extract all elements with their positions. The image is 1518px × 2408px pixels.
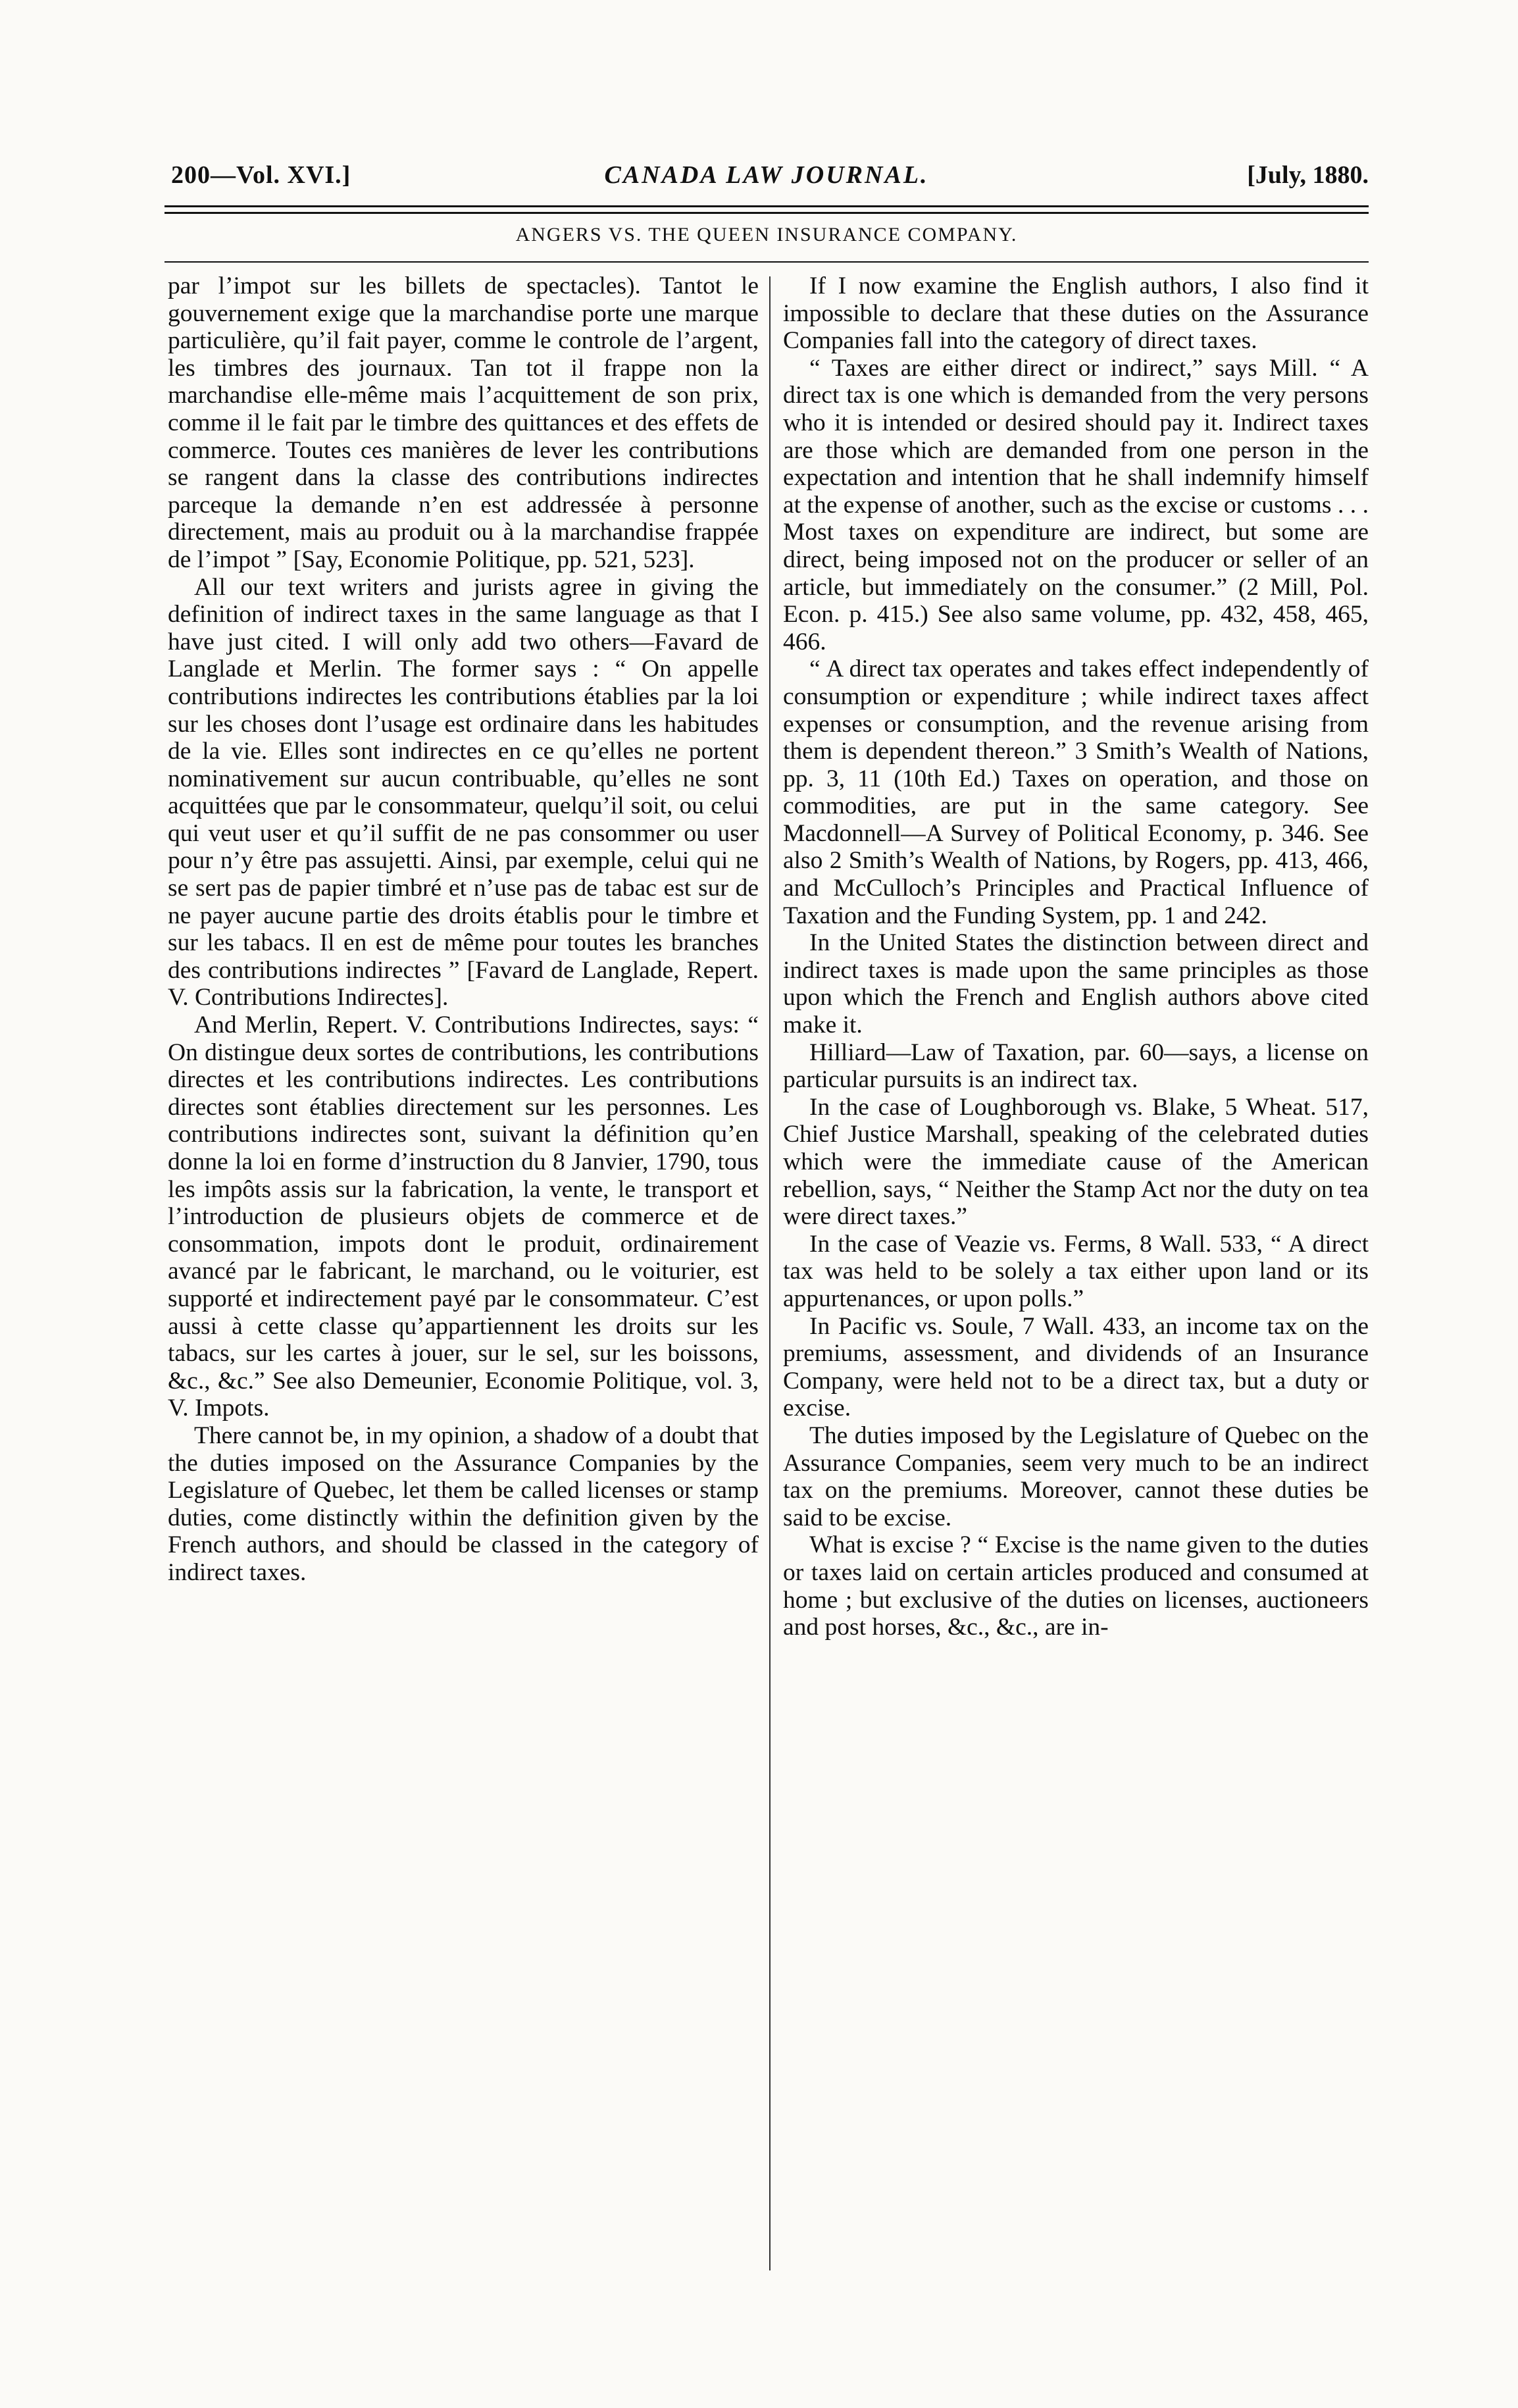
running-header [164, 157, 1369, 196]
case-title: ANGERS VS. THE QUEEN INSURANCE COMPANY. [515, 224, 1018, 245]
paragraph: Hilliard—Law of Taxation, par. 60—says, a license on particular pursuits is an indirect tax. [783, 1038, 1369, 1094]
paragraph: There cannot be, in my opinion, a shadow of a doubt that the duties imposed on the Assurance Companies by the Legislature of Quebec, let them be called licenses or stamp duties, come distinctly within the definition given by the French authors, and should be classed in the category of indirect taxes. [168, 1422, 759, 1586]
left-column [168, 272, 759, 1587]
paragraph: In the case of Loughborough vs. Blake, 5 Wheat. 517, Chief Justice Marshall, speaking of the celebrated duties which were the immediate cause of the American rebellion, says, “ Neither the Stamp Act nor the duty on tea were direct taxes.” [783, 1093, 1369, 1231]
paragraph: The duties imposed by the Legislature of Quebec on the Assurance Companies, seem very much to be an indirect tax on the premiums. Moreover, cannot these duties be said to be excise. [783, 1422, 1369, 1531]
case-title-rule [164, 261, 1369, 263]
paragraph: par l’impot sur les billets de spectacles). Tantot le gouvernement exige que la marchandise porte une marque particulière, qu’il fait payer, comme le controle de l’argent, les timbres des journaux. Tan tot il frappe non la marchandise elle-même mais l’acquittement de son prix, comme il le fait par le timbre des quittances et des effets de commerce. Toutes ces manières de lever les contributions se rangent dans la classe des contributions indirectes parceque la demande n’en est addressée à personne directement, mais au produit ou à la marchandise frappée de l’impot ” [Say, Economie Politique, pp. 521, 523]. [168, 272, 759, 573]
paragraph: And Merlin, Repert. V. Contributions Indirectes, says: “ On distingue deux sortes de contributions, les contributions directes et les contributions indirectes. Les contributions directes sont établies directement sur les personnes. Les contributions indirectes sont, suivant la définition qu’en donne la loi en forme d’instruction du 8 Janvier, 1790, tous les impôts assis sur la fabrication, la vente, le transport et l’introduction de plusieurs objets de commerce et de consommation, impots dont le produit, ordinairement avancé par le fabricant, le marchand, ou le voiturier, est supporté et indirectement payé par le consommateur. C’est aussi à cette classe qu’appartiennent les droits sur les tabacs, sur les cartes à jouer, sur le sel, sur les boissons, &c., &c.” See also Demeunier, Economie Politique, vol. 3, V. Impots. [168, 1012, 759, 1422]
paragraph: “ Taxes are either direct or indirect,” says Mill. “ A direct tax is one which is demanded from the very persons who it is intended or desired should pay it. Indirect taxes are those which are demanded from one person in the expectation and intention that he shall indemnify himself at the expense of another, such as the excise or customs . . . Most taxes on expenditure are indirect, but some are direct, being imposed not on the producer or seller of an article, but immediately on the consumer.” (2 Mill, Pol. Econ. p. 415.) See also same volume, pp. 432, 458, 465, 466. [783, 354, 1369, 655]
paragraph: In Pacific vs. Soule, 7 Wall. 433, an income tax on the premiums, assessment, and dividends of an Insurance Company, were held not to be a direct tax, but a duty or excise. [783, 1312, 1369, 1422]
paragraph: If I now examine the English authors, I also find it impossible to declare that these duties on the Assurance Companies fall into the category of direct taxes. [783, 272, 1369, 355]
paragraph: In the United States the distinction between direct and indirect taxes is made upon the same principles as those upon which the French and English authors above cited make it. [783, 929, 1369, 1039]
journal-title: CANADA LAW JOURNAL. [604, 161, 929, 189]
column-divider [769, 276, 771, 2270]
paragraph: What is excise ? “ Excise is the name given to the duties or taxes laid on certain articles produced and consumed at home ; but exclusive of the duties on licenses, auctioneers and post horses, &c., &c., are in- [783, 1531, 1369, 1641]
paragraph: “ A direct tax operates and takes effect independently of consumption or expenditure ; while indirect taxes affect expenses or consumption, and the revenue arising from them is dependent thereon.” 3 Smith’s Wealth of Nations, pp. 3, 11 (10th Ed.) Taxes on operation, and those on commodities, are put in the same category. See Macdonnell—A Survey of Political Economy, p. 346. See also 2 Smith’s Wealth of Nations, by Rogers, pp. 413, 466, and McCulloch’s Principles and Practical Influence of Taxation and the Funding System, pp. 1 and 242. [783, 655, 1369, 929]
right-column [783, 272, 1369, 1641]
header-rule-top [164, 205, 1369, 207]
page-volume-label: 200—Vol. XVI.] [171, 161, 351, 189]
header-rule-bottom [164, 212, 1369, 214]
issue-date: [July, 1880. [1247, 161, 1369, 189]
paragraph: In the case of Veazie vs. Ferms, 8 Wall. 533, “ A direct tax was held to be solely a tax either upon land or its appurtenances, or upon polls.” [783, 1230, 1369, 1312]
paragraph: All our text writers and jurists agree in giving the definition of indirect taxes in the same language as that I have just cited. I will only add two others—Favard de Langlade et Merlin. The former says : “ On appelle contributions indirectes les contributions établies par la loi sur les choses dont l’usage est ordinaire dans les habitudes de la vie. Elles sont indirectes en ce qu’elles ne portent nominativement sur aucun contribuable, qu’elles ne sont acquittées que par le consommateur, quelqu’il soit, ou celui qui veut user et qu’il suffit de ne pas consommer ou user pour n’y être pas assujetti. Ainsi, par exemple, celui qui ne se sert pas de papier timbré et n’use pas de tabac est sur de ne payer aucune partie des droits établis pour le timbre et sur les tabacs. Il en est de même pour toutes les branches des contributions indirectes ” [Favard de Langlade, Repert. V. Contributions Indirectes]. [168, 573, 759, 1012]
